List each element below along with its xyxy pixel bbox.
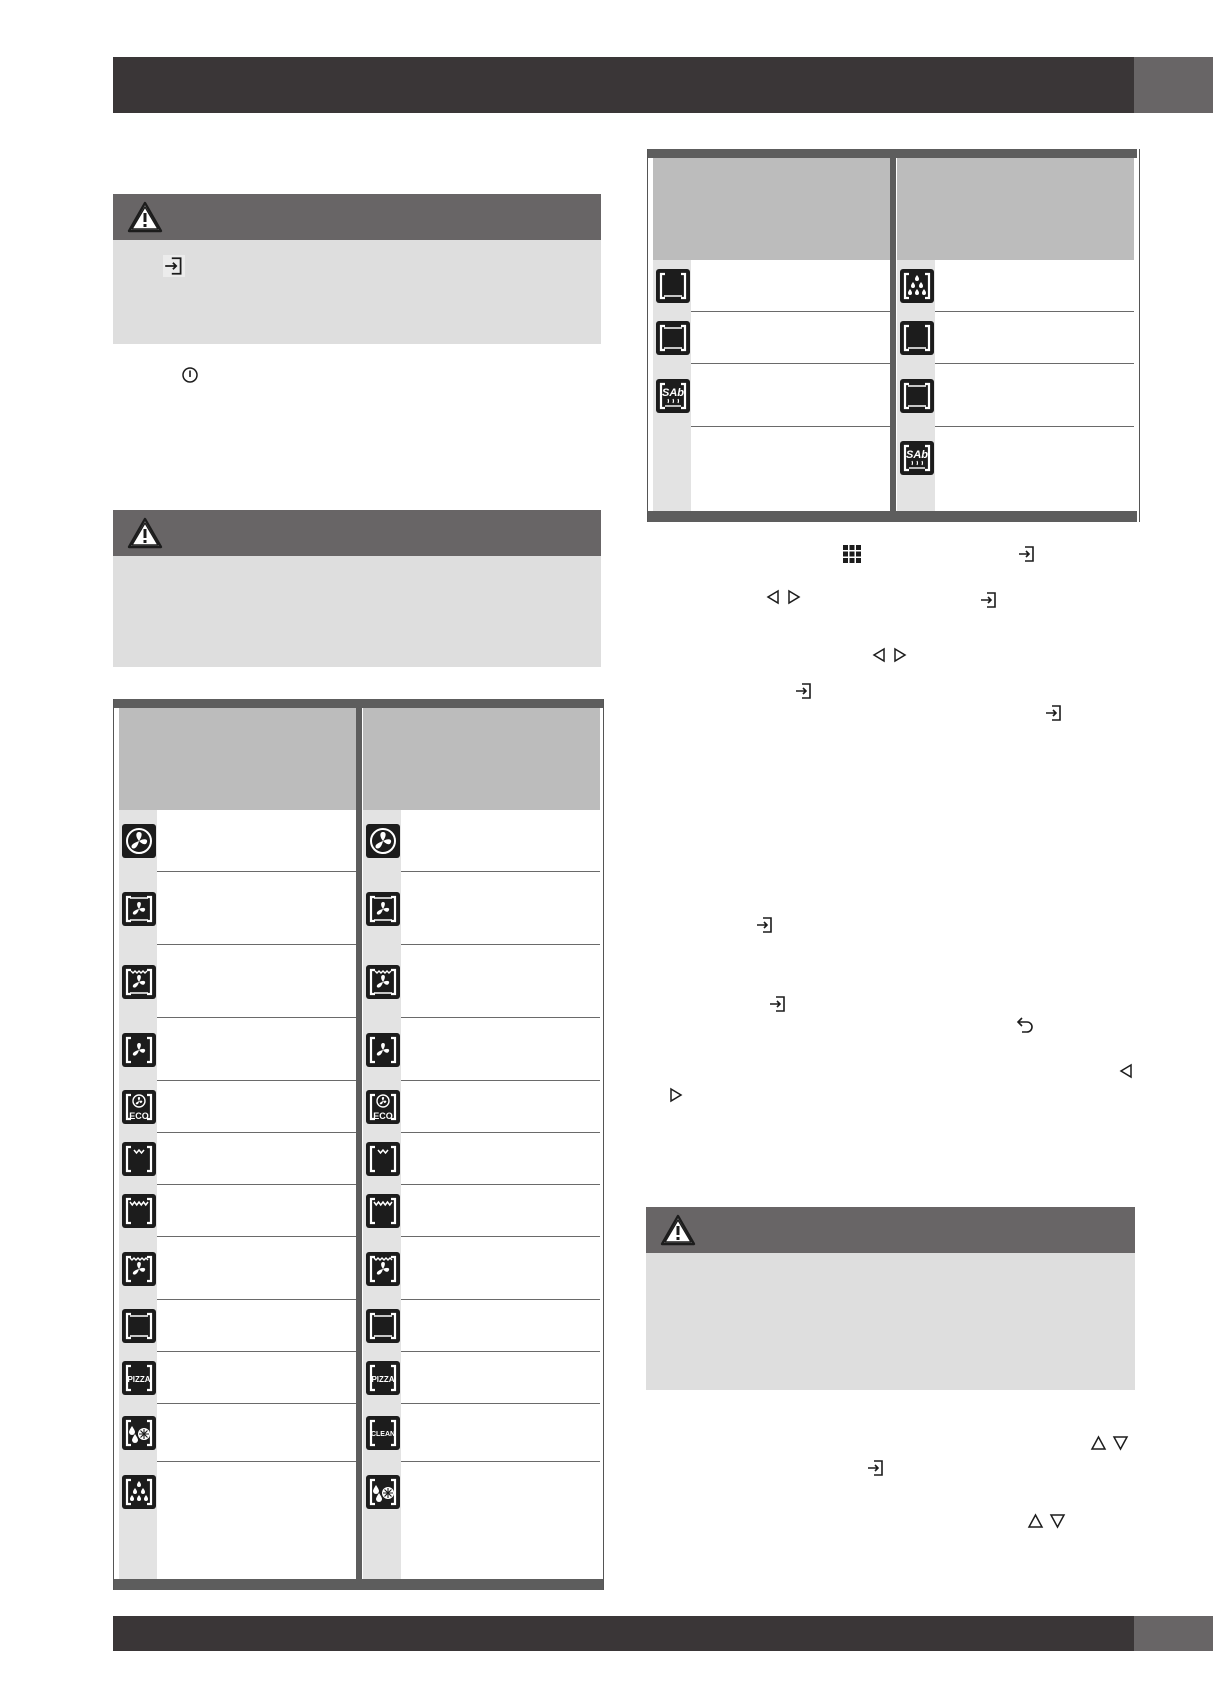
confirm-icon (163, 255, 185, 277)
defrost-drops-icon (366, 1475, 400, 1509)
bottom-heat-icon (656, 269, 690, 303)
table-row (119, 1352, 356, 1404)
table-border-right (603, 699, 604, 1590)
table-row (119, 1462, 356, 1521)
table-row (897, 427, 1134, 488)
table-row (119, 945, 356, 1018)
table-frame-top (114, 699, 603, 708)
pizza-icon (122, 1361, 156, 1395)
table-column-divider (890, 158, 896, 511)
fan-ring-heat-icon (366, 1033, 400, 1067)
left-arrow-icon (765, 589, 781, 605)
table-border-left (113, 699, 114, 1590)
table-row (119, 1404, 356, 1462)
table-row (363, 1133, 600, 1185)
confirm-icon (1044, 703, 1064, 723)
sabbath-icon (900, 441, 934, 475)
table-row (653, 427, 890, 488)
fan-icon (366, 824, 400, 858)
sabbath-icon (656, 379, 690, 413)
table-row (119, 1237, 356, 1300)
table-row (363, 1018, 600, 1081)
top-bottom-heat-icon (656, 321, 690, 355)
right-arrow-icon (892, 647, 908, 663)
right-arrow-icon (668, 1087, 684, 1103)
table-row (363, 1404, 600, 1462)
up-arrow-icon (1027, 1513, 1044, 1529)
eco-icon (366, 1090, 400, 1124)
warning-box-1 (113, 194, 601, 344)
confirm-icon (979, 590, 999, 610)
back-icon (1014, 1017, 1034, 1035)
table-row (897, 312, 1134, 364)
defrost-drops-icon (122, 1416, 156, 1450)
table-row (363, 1462, 600, 1521)
page-header-tab (1134, 57, 1213, 113)
table-row (363, 872, 600, 945)
table-row (119, 872, 356, 945)
table-row (653, 364, 890, 427)
power-icon (181, 366, 199, 384)
table-frame-top (648, 149, 1137, 158)
table-header-left (653, 158, 890, 260)
top-bottom-heat-icon (122, 1309, 156, 1343)
warning-box-3 (646, 1207, 1135, 1390)
table-row (119, 1300, 356, 1352)
confirm-icon (755, 915, 775, 935)
fan-ring-heat-icon (122, 1033, 156, 1067)
table-row (363, 945, 600, 1018)
table-border-left (647, 149, 648, 522)
down-arrow-icon (1112, 1435, 1129, 1451)
table-row (363, 1237, 600, 1300)
table-row (897, 364, 1134, 427)
confirm-icon (794, 681, 814, 701)
fan-grill-bottom-icon (366, 965, 400, 999)
grill-icon (366, 1142, 400, 1176)
table-row (119, 1185, 356, 1237)
fan-top-bottom-heat-icon (122, 892, 156, 926)
warning-box-2 (113, 510, 601, 667)
warning-triangle-icon (660, 1214, 696, 1246)
top-bottom-heat-icon (900, 379, 934, 413)
table-border-right (1139, 149, 1140, 522)
table-row (119, 1133, 356, 1185)
table-row (119, 1018, 356, 1081)
warning-box-header (113, 194, 601, 240)
table-row (363, 1352, 600, 1404)
menu-grid-icon (842, 544, 862, 564)
table-row (119, 810, 356, 872)
table-frame-bottom (648, 511, 1137, 522)
top-bottom-heat-icon (366, 1309, 400, 1343)
table-row (653, 312, 890, 364)
fan-grill-bottom-icon (122, 965, 156, 999)
warning-box-header (113, 510, 601, 556)
confirm-icon (768, 994, 788, 1014)
page-footer-tab (1134, 1616, 1213, 1651)
clean-icon (366, 1416, 400, 1450)
pizza-icon (366, 1361, 400, 1395)
warning-triangle-icon (127, 517, 163, 549)
page-footer-bar (113, 1616, 1134, 1651)
bottom-heat-icon (900, 321, 934, 355)
fan-top-bottom-heat-icon (366, 892, 400, 926)
steam-drops-icon (122, 1475, 156, 1509)
page-header-bar (113, 57, 1134, 113)
confirm-icon (1017, 544, 1037, 564)
table-row (363, 1185, 600, 1237)
up-arrow-icon (1090, 1435, 1107, 1451)
warning-triangle-icon (127, 201, 163, 233)
table-column-divider (356, 708, 362, 1579)
functions-table (114, 699, 603, 1590)
table-header-left (119, 708, 356, 810)
table-row (119, 1081, 356, 1133)
table-row (363, 1300, 600, 1352)
fan-grill-icon (122, 1252, 156, 1286)
confirm-icon (866, 1458, 886, 1478)
left-arrow-icon (871, 647, 887, 663)
fan-grill-icon (366, 1252, 400, 1286)
steam-drops-icon (900, 269, 934, 303)
left-arrow-icon (1118, 1063, 1134, 1079)
table-row (653, 260, 890, 312)
functions-table-small (648, 149, 1137, 522)
table-header-right (363, 708, 600, 810)
down-arrow-icon (1049, 1513, 1066, 1529)
fan-icon (122, 824, 156, 858)
table-row (363, 1081, 600, 1133)
full-grill-icon (366, 1194, 400, 1228)
table-header-right (897, 158, 1134, 260)
grill-icon (122, 1142, 156, 1176)
table-row (363, 810, 600, 872)
warning-box-header (646, 1207, 1135, 1253)
full-grill-icon (122, 1194, 156, 1228)
eco-icon (122, 1090, 156, 1124)
table-row (897, 260, 1134, 312)
table-frame-bottom (114, 1579, 603, 1590)
right-arrow-icon (786, 589, 802, 605)
